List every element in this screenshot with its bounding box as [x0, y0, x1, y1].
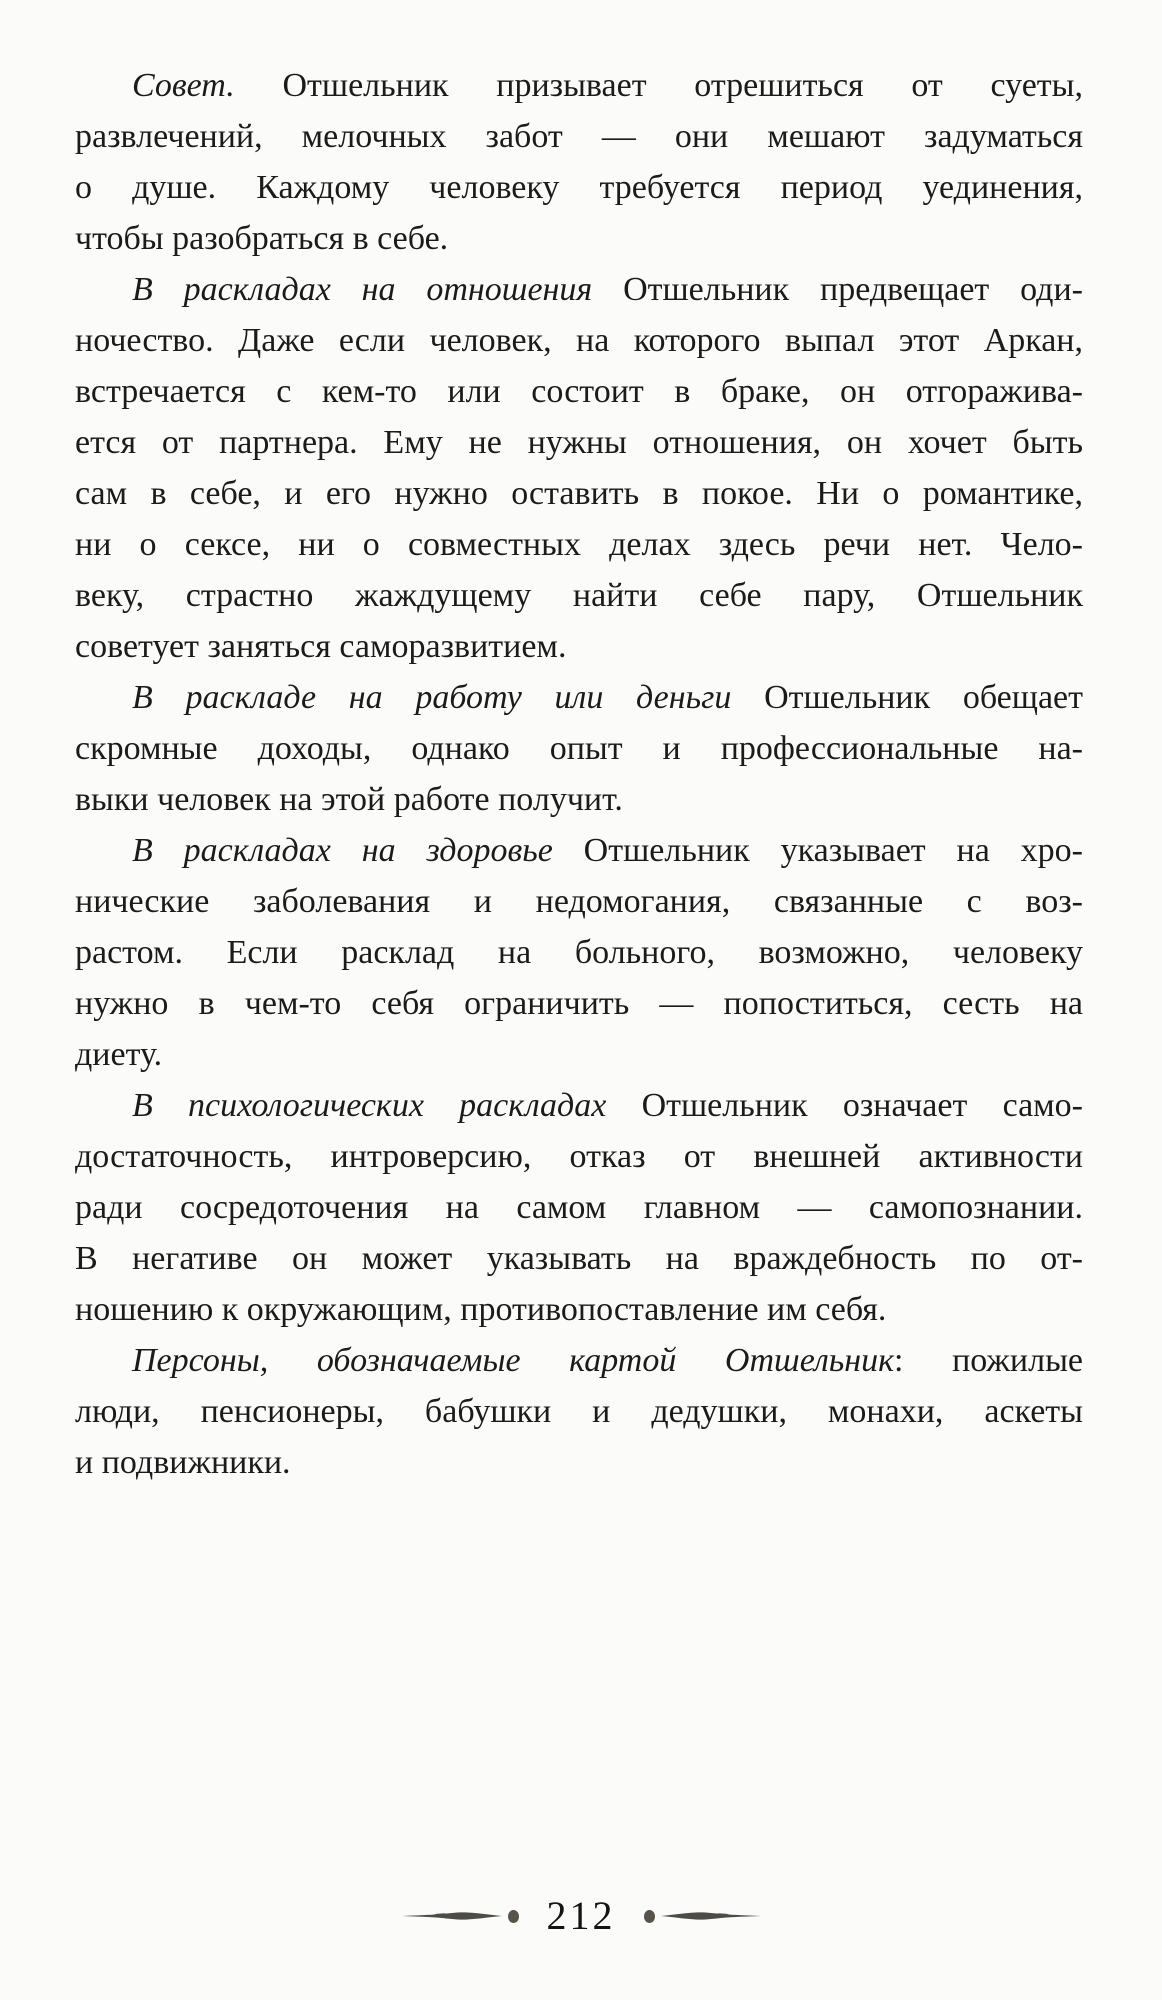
page-footer [0, 1893, 1162, 1939]
lead-in-italic-text: В психологических раскладах [132, 1087, 607, 1124]
text-line [75, 1131, 1083, 1182]
text-line [75, 1029, 1083, 1080]
body-text: : пожилые [894, 1342, 1084, 1379]
text-line [75, 468, 1083, 519]
text-line [75, 162, 1083, 213]
text-line [75, 1233, 1083, 1284]
text-line [75, 570, 1083, 621]
dot-right-icon [644, 1910, 655, 1923]
body-text: растом. Если расклад на больного, возможно, человеку [75, 934, 1083, 971]
page-number: 212 [546, 1893, 616, 1938]
body-text: о душе. Каждому человеку требуется период уединения, [75, 169, 1083, 206]
body-text: Отшельник указывает на хро- [552, 832, 1083, 869]
lead-in-italic-text: В раскладах на отношения [132, 271, 593, 308]
body-text: ни о сексе, ни о совместных делах здесь речи нет. Чело- [75, 526, 1083, 563]
text-line [75, 1335, 1083, 1386]
text-line [75, 723, 1083, 774]
lead-in-italic-text: Персоны, обозначаемые картой Отшельник [132, 1342, 895, 1379]
body-text: Отшельник обещает [731, 679, 1083, 716]
lead-in-italic-text: В раскладе на работу или деньги [132, 679, 732, 716]
body-text: чтобы разобраться в себе. [75, 220, 449, 257]
body-text: советует заняться саморазвитием. [75, 628, 567, 665]
body-text: сам в себе, и его нужно оставить в покое. Ни о романтике, [75, 475, 1083, 512]
body-text: люди, пенсионеры, бабушки и дедушки, монахи, аскеты [75, 1393, 1083, 1430]
text-line [75, 519, 1083, 570]
paragraph [75, 1335, 1083, 1488]
dot-left-icon [508, 1910, 519, 1923]
flourish-left-icon [402, 1909, 502, 1923]
body-text: Отшельник предвещает оди- [592, 271, 1083, 308]
text-line [75, 1182, 1083, 1233]
body-text: ется от партнера. Ему не нужны отношения, он хочет быть [75, 424, 1083, 461]
body-text: выки человек на этой работе получит. [75, 781, 623, 818]
body-text: ночество. Даже если человек, на которого выпал этот Аркан, [75, 322, 1083, 359]
text-line [75, 1284, 1083, 1335]
body-text: диету. [75, 1036, 163, 1073]
paragraph [75, 264, 1083, 672]
text-line [75, 366, 1083, 417]
body-text: Отшельник означает само- [606, 1087, 1084, 1124]
text-line [75, 927, 1083, 978]
text-line [75, 315, 1083, 366]
text-line [75, 111, 1083, 162]
body-text: Отшельник призывает отрешиться от суеты, [234, 67, 1083, 104]
paragraph [75, 60, 1083, 264]
body-text: встречается с кем-то или состоит в браке, он отгоражива- [75, 373, 1083, 410]
text-line [75, 621, 1083, 672]
paragraph [75, 1080, 1083, 1335]
body-text: В негативе он может указывать на враждебность по от- [75, 1240, 1083, 1277]
text-line [75, 876, 1083, 927]
text-line [75, 978, 1083, 1029]
text-line [75, 1386, 1083, 1437]
text-line [75, 213, 1083, 264]
text-line [75, 417, 1083, 468]
text-line [75, 264, 1083, 315]
body-text: ради сосредоточения на самом главном — самопознании. [75, 1189, 1083, 1226]
body-text: веку, страстно жаждущему найти себе пару, Отшельник [75, 577, 1083, 614]
body-text: скромные доходы, однако опыт и профессиональные на- [75, 730, 1083, 767]
text-line [75, 774, 1083, 825]
flourish-right-icon [661, 1909, 761, 1923]
body-text: достаточность, интроверсию, отказ от внешней активности [75, 1138, 1083, 1175]
text-line [75, 672, 1083, 723]
text-line [75, 1437, 1083, 1488]
text-line [75, 1080, 1083, 1131]
text-line [75, 60, 1083, 111]
body-text: и подвижники. [75, 1444, 291, 1481]
text-line [75, 825, 1083, 876]
body-text: ношению к окружающим, противопоставление им себя. [75, 1291, 887, 1328]
lead-in-italic-text: В раскладах на здоровье [132, 832, 553, 869]
body-text: нужно в чем-то себя ограничить — попоститься, сесть на [75, 985, 1083, 1022]
text-block [75, 60, 1083, 1488]
paragraph [75, 825, 1083, 1080]
body-text: нические заболевания и недомогания, связанные с воз- [75, 883, 1083, 920]
lead-in-italic-text: Совет. [132, 67, 235, 104]
paragraph [75, 672, 1083, 825]
body-text: развлечений, мелочных забот — они мешают задуматься [75, 118, 1083, 155]
